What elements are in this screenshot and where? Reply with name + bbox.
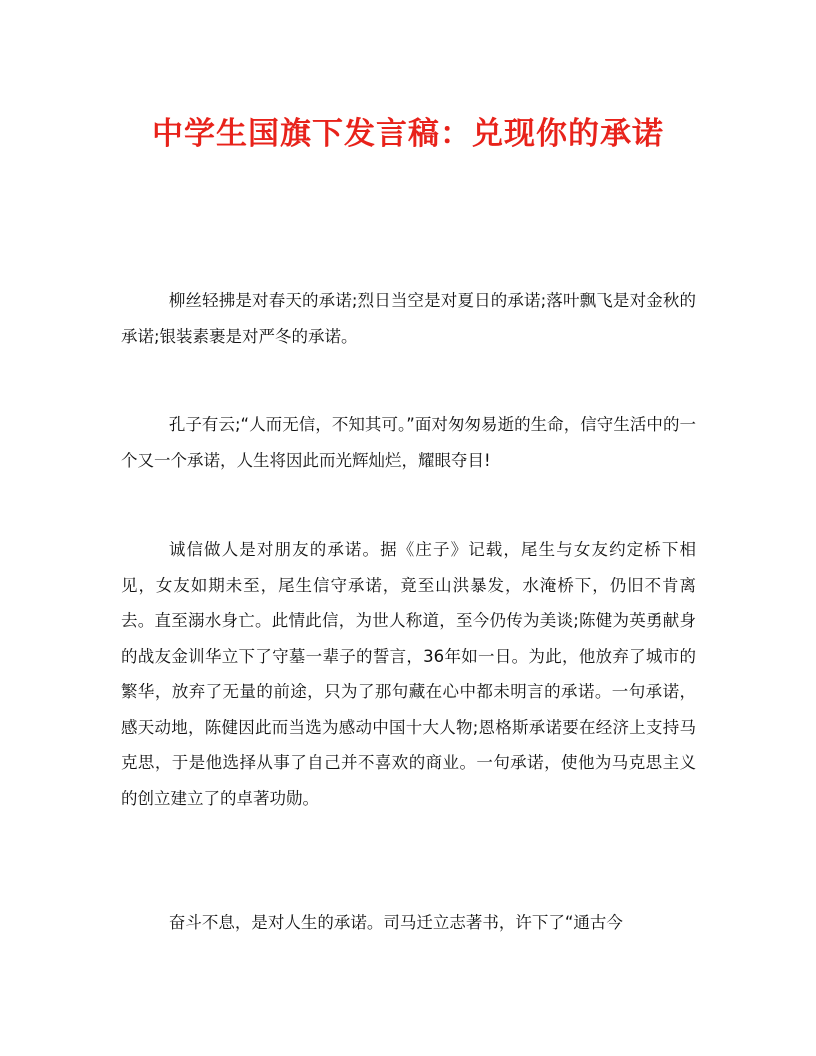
paragraph-2-block [121,407,696,478]
paragraph-4: 奋斗不息，是对人生的承诺。司马迁立志著书，许下了“通古今 [168,913,623,932]
paragraph-3-block [121,532,696,816]
paragraph-1: 柳丝轻拂是对春天的承诺;烈日当空是对夏日的承诺;落叶飘飞是对金秋的承诺;银装素裹是对严冬的承诺。 [121,291,696,346]
paragraph-3: 诚信做人是对朋友的承诺。据《庄子》记载，尾生与女友约定桥下相见，女友如期未至，尾生信守承诺，竟至山洪暴发，水淹桥下，仍旧不肯离去。直至溺水身亡。此情此信，为世人称道，至今仍传为美谈;陈健为英勇献身的战友金训华立下了守墓一辈子的誓言，36年如一日。为此，他放弃了城市的繁华，放弃了无量的前途，只为了那句藏在心中都未明言的承诺。一句承诺，感天动地，陈健因此而当选为感动中国十大人物;恩格斯承诺要在经济上支持马克思，于是他选择从事了自己并不喜欢的商业。一句承诺，使他为马克思主义的创立建立了的卓著功勋。 [121,540,696,808]
paragraph-1-block [121,283,696,354]
document-title: 中学生国旗下发言稿：兑现你的承诺 [152,116,664,152]
paragraph-2: 孔子有云;“人而无信，不知其可。”面对匆匆易逝的生命，信守生活中的一个又一个承诺，人生将因此而光辉灿烂，耀眼夺目! [121,415,696,470]
paragraph-4-block [121,905,696,941]
